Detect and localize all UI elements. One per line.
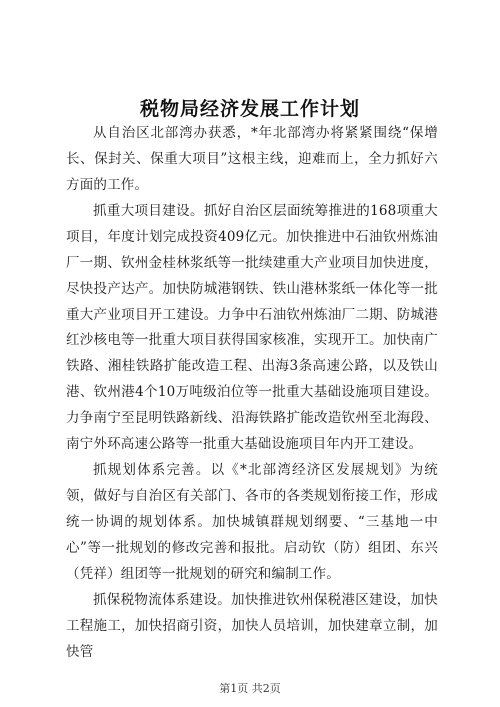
page-number-footer: 第1页 共2页 (219, 682, 281, 695)
paragraph-intro: 从自治区北部湾办获悉，*年北部湾办将紧紧围绕“保增长、保封关、保重大项目”这根主线，迎难而上，全力抓好六方面的工作。 (66, 125, 438, 193)
paragraph-logistics-system: 抓保税物流体系建设。加快推进钦州保税港区建设，加快工程施工，加快招商引资，加快人员培训，加快建章立制，加快管 (66, 592, 438, 660)
document-title: 税物局经济发展工作计划 (139, 98, 360, 120)
document-body (66, 121, 438, 667)
paragraph-planning-system: 抓规划体系完善。以《*北部湾经济区发展规划》为统领，做好与自治区有关部门、各市的各类规划衔接工作，形成统一协调的规划体系。加快城镇群规划纲要、“三基地一中心”等一批规划的修改完善和报批。启动钦（防）组团、东兴（凭祥）组团等一批规划的研究和编制工作。 (66, 462, 438, 582)
paragraph-major-projects: 抓重大项目建设。抓好自治区层面统筹推进的168项重大项目，年度计划完成投资409亿元。加快推进中石油钦州炼油厂一期、钦州金桂林浆纸等一批续建重大产业项目加快进度，尽快投产达产。加快防城港钢铁、铁山港林浆纸一体化等一批重大产业项目开工建设。力争中石油钦州炼油厂二期、防城港红沙核电等一批重大项目获得国家核准，实现开工。加快南广铁路、湘桂铁路扩能改造工程、出海3条高速公路，以及铁山港、钦州港4个10万吨级泊位等一批重大基础设施项目建设。力争南宁至昆明铁路新线、沿海铁路扩能改造钦州至北海段、南宁外环高速公路等一批重大基础设施项目年内开工建设。 (66, 203, 438, 452)
